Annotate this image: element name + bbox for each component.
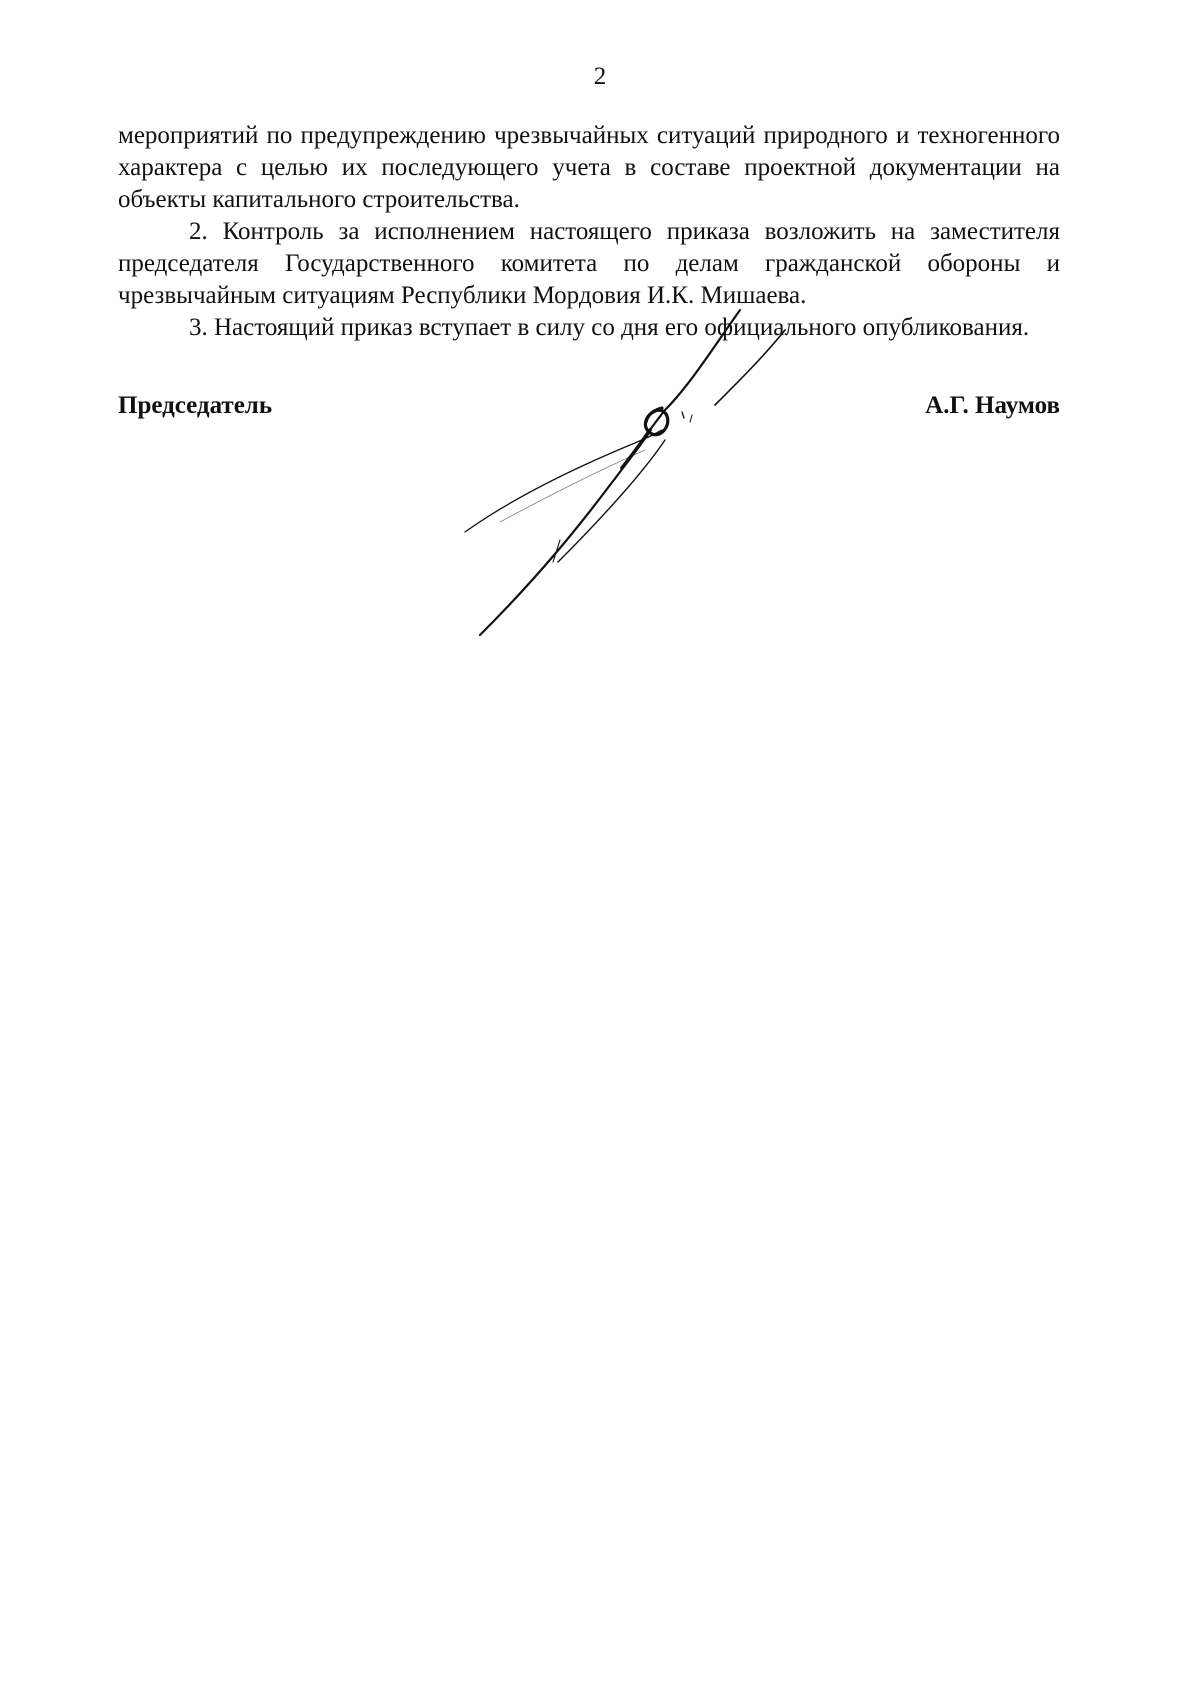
signatory-name: А.Г. Наумов	[925, 392, 1060, 419]
signatory-position: Председатель	[118, 392, 273, 419]
paragraph-continuation: мероприятий по предупреждению чрезвычайных ситуаций природного и техногенного характера с целью их последующего учета в составе проектной документации на объекты капитального строительства.	[118, 122, 1060, 213]
paragraph-item-3: 3. Настоящий приказ вступает в силу со дня его официального опубликования.	[189, 314, 1030, 341]
handwritten-signature-icon	[440, 300, 820, 640]
paragraph-item-2: 2. Контроль за исполнением настоящего приказа возложить на заместителя председателя Государственного комитета по делам гражданской обороны и чрезвычайным ситуациям Республики Мордовия И.К. Мишаева.	[118, 218, 1060, 309]
page-number: 2	[593, 63, 607, 90]
